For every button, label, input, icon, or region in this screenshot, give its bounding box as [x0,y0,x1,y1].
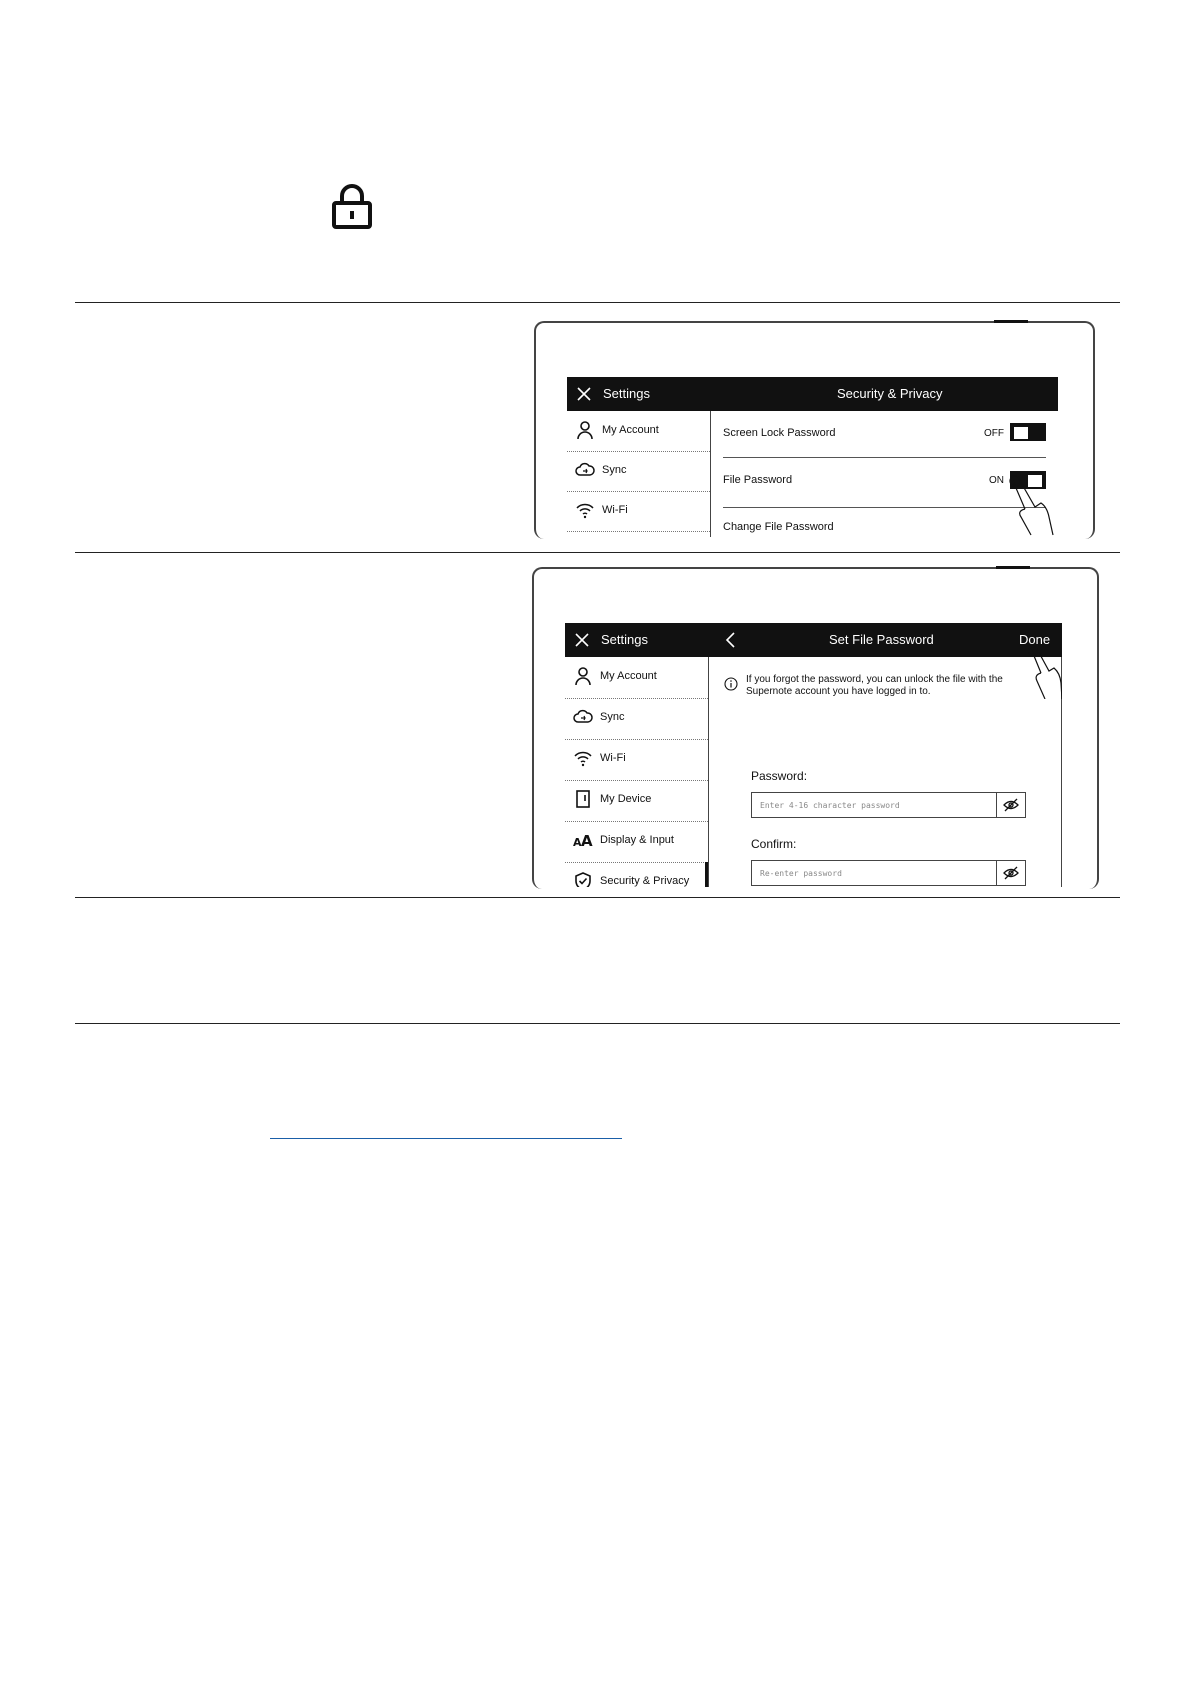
device-button [996,566,1030,569]
sidebar-item-my-account[interactable] [565,657,708,699]
sidebar [565,657,709,887]
info-text-line-1: If you forgot the password, you can unlock the file with the [746,674,1003,685]
user-icon [573,666,593,686]
password-field[interactable] [751,792,1026,818]
device-button [994,320,1028,323]
tap-hand-icon [1007,473,1057,537]
sidebar-item-label: Sync [602,464,627,476]
svg-text:A: A [573,836,582,849]
wifi-icon [575,500,595,520]
eye-off-icon [1003,866,1019,880]
close-icon[interactable] [577,387,591,401]
setting-state: ON [989,475,1004,486]
sidebar-item-label: Display & Input [600,834,674,846]
sidebar-item-label: Security & Privacy [600,875,690,887]
settings-header [567,377,1058,411]
info-text-line-2: Supernote account you have logged in to. [746,686,931,697]
close-icon[interactable] [575,633,589,647]
cloud-sync-icon [573,707,593,727]
setting-row-change-file-password[interactable] [723,507,1046,537]
device-icon [573,789,593,809]
hide-password-toggle[interactable] [996,793,1025,817]
hyperlink-underline[interactable] [270,1138,622,1139]
eye-off-icon [1003,798,1019,812]
sidebar-item-sync[interactable] [567,451,710,492]
back-icon[interactable] [725,632,737,648]
setting-row-screen-lock[interactable] [723,411,1046,458]
done-button[interactable]: Done [1019,632,1051,647]
page-title: Security & Privacy [837,386,943,401]
password-label: Password: [751,769,808,783]
settings-screen-2 [565,623,1062,887]
user-icon [575,420,595,440]
confirm-field[interactable] [751,860,1026,886]
sidebar-item-security-privacy[interactable] [565,862,708,887]
sidebar-item-wifi[interactable] [565,739,708,781]
svg-text:A: A [581,832,593,850]
screen-lock-toggle[interactable] [1010,423,1046,441]
confirm-label: Confirm: [751,837,797,851]
confirm-placeholder: Re-enter password [760,869,842,878]
sidebar-item-my-account[interactable] [567,411,710,452]
info-text [746,674,1003,698]
divider-1 [75,302,1120,303]
settings-title: Settings [603,386,650,401]
sidebar-item-label: My Account [600,670,657,682]
font-size-icon [573,830,593,850]
sidebar-item-label: Wi-Fi [602,504,628,516]
sidebar-item-label: Wi-Fi [600,752,626,764]
divider-4 [75,1023,1120,1024]
page-title: Set File Password [829,632,934,647]
settings-title: Settings [601,632,648,647]
sidebar-item-label: My Device [600,793,652,805]
sidebar-item-label: My Account [602,424,659,436]
setting-state: OFF [984,428,1004,439]
sidebar-item-display-input[interactable] [565,821,708,863]
sidebar-item-wifi[interactable] [567,491,710,532]
sidebar-item-label: Sync [600,711,625,723]
lock-icon [331,183,373,229]
sidebar-item-my-device[interactable] [565,780,708,822]
sidebar-item-sync[interactable] [565,698,708,740]
divider-2 [75,552,1120,553]
setting-row-file-password[interactable] [723,457,1046,508]
setting-label: Screen Lock Password [723,427,836,439]
shield-icon [573,871,593,887]
settings-header [565,623,1062,657]
divider-3 [75,897,1120,898]
sidebar [567,411,711,537]
hide-confirm-toggle[interactable] [996,861,1025,885]
tap-hand-icon [1027,643,1062,699]
password-placeholder: Enter 4-16 character password [760,801,900,810]
setting-label: Change File Password [723,521,834,533]
setting-label: File Password [723,474,793,486]
info-icon [724,677,738,691]
cloud-sync-icon [575,460,595,480]
settings-screen-1 [567,377,1058,537]
wifi-icon [573,748,593,768]
